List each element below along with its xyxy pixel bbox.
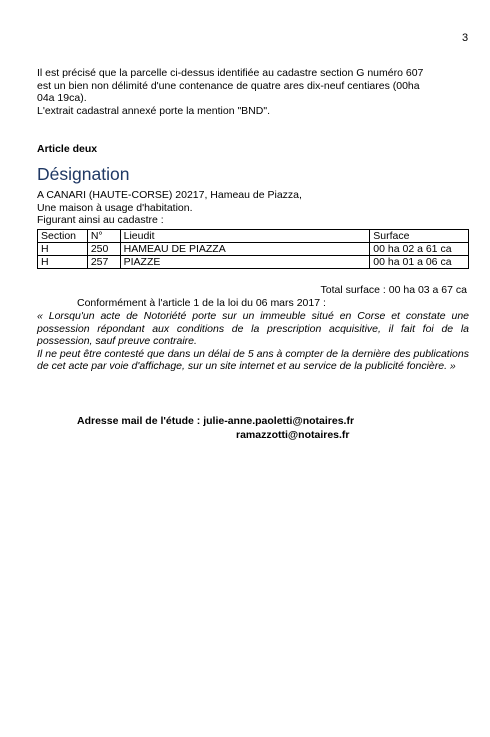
law-quote <box>37 310 469 373</box>
cadastre-table <box>37 229 469 269</box>
table-row <box>38 256 469 269</box>
contact-email-second: ramazzotti@notaires.fr <box>236 429 350 441</box>
table-row <box>38 243 469 256</box>
cell-surface: 00 ha 01 a 06 ca <box>370 256 469 269</box>
quote-paragraph: Il ne peut être contesté que dans un délai de 5 ans à compter de la dernière des publications de cet acte par voie d'affichage, sur un site internet et au service de la publicité foncière. » <box>37 347 469 373</box>
cell-section: H <box>38 243 88 256</box>
intro-paragraph <box>37 67 469 117</box>
header-section: Section <box>38 230 88 243</box>
designation-title: Désignation <box>37 164 130 184</box>
quote-paragraph: « Lorsqu'un acte de Notoriété porte sur un immeuble situé en Corse et constate une possession répondant aux conditions de la prescription acquisitive, il fait foi de la possession, sauf preuve contraire. <box>37 310 469 348</box>
page-number: 3 <box>462 32 469 44</box>
cell-section: H <box>38 256 88 269</box>
paragraph-line: Il est précisé que la parcelle ci-dessus identifiée au cadastre section G numéro 607 <box>37 67 424 79</box>
header-number: N° <box>87 230 120 243</box>
law-intro: Conformément à l'article 1 de la loi du 06 mars 2017 : <box>77 297 326 309</box>
cell-lieudit: PIAZZE <box>120 256 370 269</box>
cell-lieudit: HAMEAU DE PIAZZA <box>120 243 370 256</box>
cell-surface: 00 ha 02 a 61 ca <box>370 243 469 256</box>
cell-number: 250 <box>87 243 120 256</box>
description-line: Une maison à usage d'habitation. <box>37 201 193 214</box>
cell-number: 257 <box>87 256 120 269</box>
header-surface: Surface <box>370 230 469 243</box>
table-header-row <box>38 230 469 243</box>
total-surface: Total surface : 00 ha 03 a 67 ca <box>320 284 467 296</box>
paragraph-line: L'extrait cadastral annexé porte la mention "BND". <box>37 104 270 117</box>
contact-email-line: Adresse mail de l'étude : julie-anne.paoletti@notaires.fr <box>77 415 355 427</box>
paragraph-line: 04a 19ca). <box>37 92 87 105</box>
header-lieudit: Lieudit <box>120 230 370 243</box>
article-heading: Article deux <box>37 143 98 155</box>
paragraph-line: est un bien non délimité d'une contenance de quatre ares dix-neuf centiares (00ha <box>37 79 420 92</box>
designation-text <box>37 189 469 227</box>
figurant-line: Figurant ainsi au cadastre : <box>37 214 164 227</box>
address-line: A CANARI (HAUTE-CORSE) 20217, Hameau de Piazza, <box>37 189 302 201</box>
